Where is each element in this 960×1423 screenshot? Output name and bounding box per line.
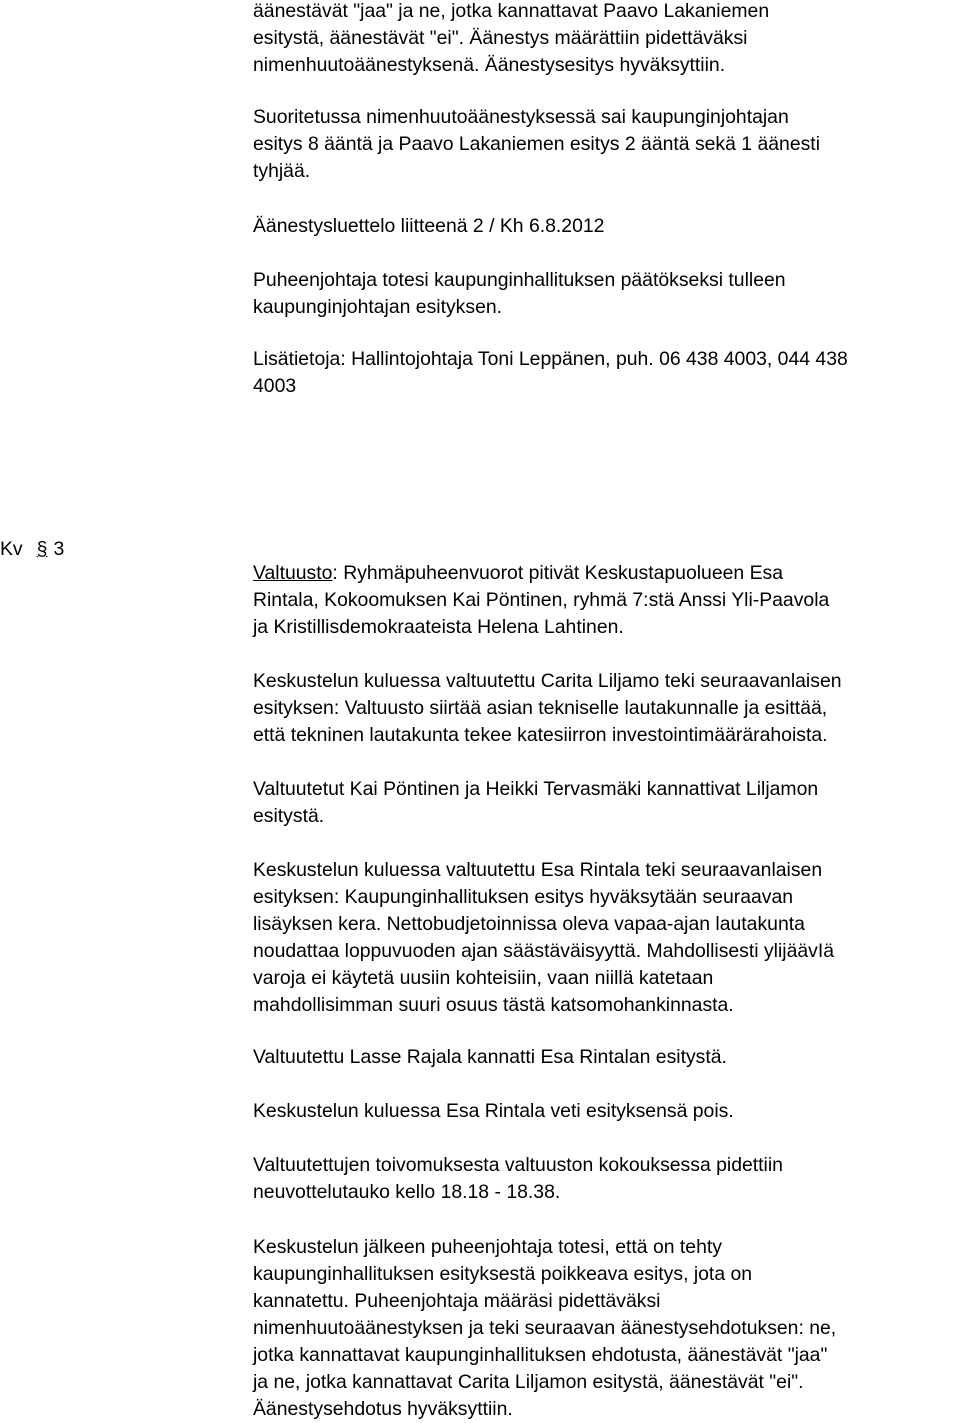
text-line: ja ne, jotka kannattavat Carita Liljamon esitystä, äänestävät "ei". (253, 1371, 804, 1393)
text-line: nimenhuutoäänestyksen ja teki seuraavan äänestysehdotuksen: ne, (253, 1317, 837, 1339)
text-line: neuvottelutauko kello 18.18 - 18.38. (253, 1181, 561, 1203)
text-line: 4003 (253, 375, 297, 397)
text-line: Äänestysehdotus hyväksyttiin. (253, 1398, 513, 1420)
body-heading-valtuusto: Valtuusto (253, 562, 333, 584)
text-line: Valtuutettujen toivomuksesta valtuuston kokouksessa pidettiin (253, 1154, 783, 1176)
text-line: Valtuutettu Lasse Rajala kannatti Esa Rintalan esitystä. (253, 1046, 727, 1068)
section-mark: § (36, 538, 48, 560)
text-line: Rintala, Kokoomuksen Kai Pöntinen, ryhmä 7:stä Anssi Yli-Paavola (253, 589, 830, 611)
paragraph-liljamo-support (253, 776, 960, 830)
text-line: kaupunginjohtajan esityksen. (253, 296, 503, 318)
text-line: esityksen: Kaupunginhallituksen esitys hyväksytään seuraavan (253, 886, 794, 908)
text-line: lisäyksen kera. Nettobudjetoinnissa oleva vapaa-ajan lautakunta (253, 913, 805, 935)
text-line: kaupunginhallituksen esityksestä poikkeava esitys, jota on (253, 1263, 753, 1285)
text-line: esitys 8 ääntä ja Paavo Lakaniemen esitys 2 ääntä sekä 1 äänesti (253, 133, 820, 155)
text-line: varoja ei käytetä uusiin kohteisiin, vaan niillä katetaan (253, 967, 714, 989)
text-line: Puheenjohtaja totesi kaupunginhallituksen päätökseksi tulleen (253, 269, 786, 291)
text-line: Valtuutetut Kai Pöntinen ja Heikki Tervasmäki kannattivat Liljamon (253, 778, 819, 800)
paragraph-vote-procedure (253, 0, 960, 79)
text-line: Keskustelun kuluessa valtuutettu Esa Rintala teki seuraavanlaisen (253, 859, 823, 881)
text-line: Lisätietoja: Hallintojohtaja Toni Leppänen, puh. 06 438 4003, 044 438 (253, 348, 848, 370)
paragraph-liljamo-proposal (253, 668, 960, 749)
text-line: Keskustelun kuluessa Esa Rintala veti esityksensä pois. (253, 1100, 734, 1122)
paragraph-vote-result (253, 104, 960, 185)
text-line: Keskustelun kuluessa valtuutettu Carita Liljamo teki seuraavanlaisen (253, 670, 842, 692)
text-line: esityksen: Valtuusto siirtää asian tekniselle lautakunnalle ja esittää, (253, 697, 828, 719)
text-line: jotka kannattavat kaupunginhallituksen ehdotusta, äänestävät "jaa" (253, 1344, 828, 1366)
text-line: mahdollisimman suuri osuus tästä katsomohankinnasta. (253, 994, 734, 1016)
text-line: noudattaa loppuvuoden ajan säästäväisyyttä. Mahdollisesti ylijäävIä (253, 940, 835, 962)
text-line: äänestävät "jaa" ja ne, jotka kannattavat Paavo Lakaniemen (253, 0, 770, 22)
text-line: ja Kristillisdemokraateista Helena Lahtinen. (253, 616, 624, 638)
text-line: kannatettu. Puheenjohtaja määräsi pidettäväksi (253, 1290, 661, 1312)
text-line: että tekninen lautakunta tekee katesiirron investointimäärärahoista. (253, 724, 828, 746)
text-line (253, 560, 960, 587)
text-line: esitystä, äänestävät "ei". Äänestys määrättiin pidettäväksi (253, 27, 748, 49)
paragraph-group-speeches (253, 560, 960, 641)
paragraph-rajala-support (253, 1044, 960, 1071)
section-number: 3 (53, 538, 65, 560)
paragraph-rintala-proposal (253, 857, 960, 1019)
paragraph-vote-proposal (253, 1234, 960, 1423)
text-line: esitystä. (253, 805, 325, 827)
section-heading-kv (0, 536, 64, 563)
section-body-label: Kv (0, 538, 23, 560)
text-line: tyhjää. (253, 160, 311, 182)
paragraph-contact-info (253, 346, 960, 400)
text-line: Keskustelun jälkeen puheenjohtaja totesi, että on tehty (253, 1236, 722, 1258)
text-line: Suoritetussa nimenhuutoäänestyksessä sai kaupunginjohtajan (253, 106, 789, 128)
paragraph-rintala-withdrawal (253, 1098, 960, 1125)
paragraph-chair-decision (253, 267, 960, 321)
paragraph-vote-list-attachment (253, 213, 960, 240)
paragraph-recess (253, 1152, 960, 1206)
text-fragment: : Ryhmäpuheenvuorot pitivät Keskustapuolueen Esa (332, 562, 783, 584)
text-line: nimenhuutoäänestyksenä. Äänestysesitys hyväksyttiin. (253, 54, 726, 76)
text-line: Äänestysluettelo liitteenä 2 / Kh 6.8.2012 (253, 215, 605, 237)
